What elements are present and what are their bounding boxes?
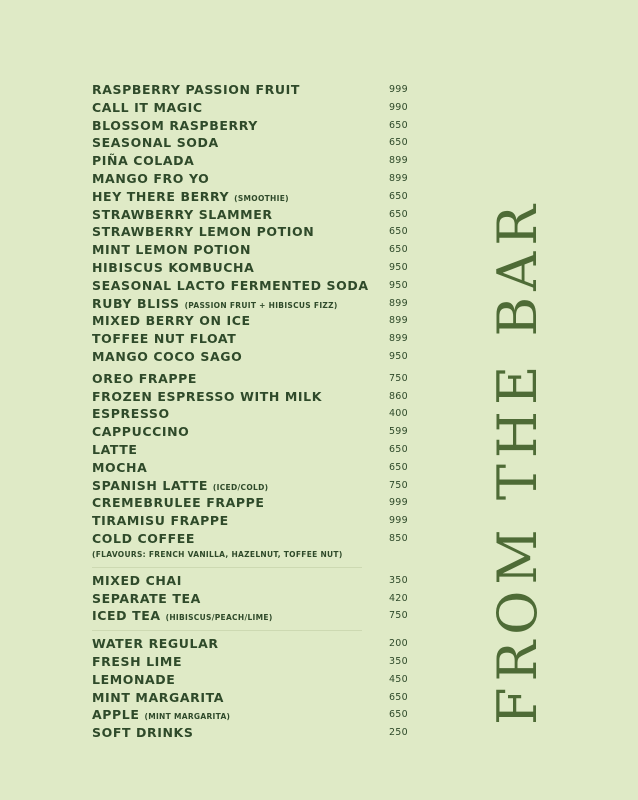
flavours-note: (FLAVOURS: FRENCH VANILLA, HAZELNUT, TOFFEE NUT) — [92, 549, 343, 559]
item-price: 899 — [388, 155, 408, 167]
menu-item — [92, 313, 412, 331]
item-name: ESPRESSO — [92, 406, 170, 422]
item-name: COLD COFFEE — [92, 530, 196, 546]
menu-item — [92, 100, 412, 118]
item-name: BLOSSOM RASPBERRY — [92, 117, 258, 133]
menu-item — [92, 389, 412, 407]
item-price: 899 — [388, 315, 408, 327]
item-name: RUBY BLISS — [92, 295, 180, 311]
section-divider — [92, 630, 362, 631]
item-price: 650 — [388, 244, 408, 256]
menu-section-coffee — [92, 371, 412, 563]
item-price: 950 — [388, 261, 408, 273]
menu-item — [92, 349, 412, 367]
item-name: SOFT DRINKS — [92, 725, 194, 741]
item-name: SEPARATE TEA — [92, 590, 201, 606]
item-name: SEASONAL LACTO FERMENTED SODA — [92, 277, 369, 293]
menu-item — [92, 331, 412, 349]
item-price: 650 — [388, 691, 408, 703]
item-name: WATER REGULAR — [92, 636, 219, 652]
item-name: TIRAMISU FRAPPE — [92, 513, 229, 529]
item-name: HIBISCUS KOMBUCHA — [92, 259, 255, 275]
item-name: MIXED BERRY ON ICE — [92, 313, 251, 329]
menu-section-soft — [92, 636, 412, 743]
item-price: 650 — [388, 443, 408, 455]
item-price: 999 — [388, 515, 408, 527]
menu-item — [92, 406, 412, 424]
menu-item — [92, 654, 412, 672]
menu-item — [92, 608, 412, 626]
item-name: MANGO COCO SAGO — [92, 348, 243, 364]
item-price: 650 — [388, 226, 408, 238]
item-name: MIXED CHAI — [92, 572, 182, 588]
item-note: (PASSION FRUIT + HIBISCUS FIZZ) — [184, 300, 338, 310]
item-price: 650 — [388, 208, 408, 220]
section-divider — [92, 567, 362, 568]
menu-item — [92, 135, 412, 153]
item-price: 420 — [388, 592, 408, 604]
menu-item — [92, 478, 412, 496]
menu-item — [92, 260, 412, 278]
item-name: MOCHA — [92, 459, 148, 475]
item-price: 950 — [388, 279, 408, 291]
item-price: 350 — [388, 574, 408, 586]
item-price: 650 — [388, 137, 408, 149]
item-price: 990 — [388, 101, 408, 113]
item-note: (MINT MARGARITA) — [144, 712, 231, 722]
item-name: CAPPUCCINO — [92, 424, 190, 440]
menu-item — [92, 707, 412, 725]
item-price: 400 — [388, 408, 408, 420]
item-price: 250 — [388, 727, 408, 739]
item-price: 350 — [388, 655, 408, 667]
item-name: RASPBERRY PASSION FRUIT — [92, 82, 301, 97]
item-price: 200 — [388, 638, 408, 650]
menu-item — [92, 725, 412, 743]
item-price: 950 — [388, 350, 408, 362]
item-price: 650 — [388, 461, 408, 473]
page-title: FROM THE BAR — [486, 199, 549, 725]
item-price: 450 — [388, 673, 408, 685]
item-note: (SMOOTHIE) — [234, 193, 289, 203]
item-name: ICED TEA — [92, 608, 161, 624]
item-name: STRAWBERRY SLAMMER — [92, 206, 273, 222]
item-name: SPANISH LATTE — [92, 477, 208, 493]
menu-item — [92, 278, 412, 296]
menu-item — [92, 224, 412, 242]
item-price: 860 — [388, 390, 408, 402]
menu-item — [92, 591, 412, 609]
item-price: 999 — [388, 84, 408, 95]
item-note: (ICED/COLD) — [212, 482, 269, 492]
menu-item — [92, 636, 412, 654]
item-price: 899 — [388, 297, 408, 309]
menu-item — [92, 189, 412, 207]
menu-item — [92, 460, 412, 478]
item-name: OREO FRAPPE — [92, 370, 198, 386]
menu-item — [92, 371, 412, 389]
menu-item — [92, 495, 412, 513]
menu-item — [92, 531, 412, 549]
item-price: 899 — [388, 333, 408, 345]
menu-item — [92, 171, 412, 189]
item-name: TOFFEE NUT FLOAT — [92, 331, 237, 347]
menu-item — [92, 690, 412, 708]
menu-item — [92, 207, 412, 225]
item-price: 999 — [388, 497, 408, 509]
item-name: HEY THERE BERRY — [92, 188, 230, 204]
item-name: CREMEBRULEE FRAPPE — [92, 495, 265, 511]
item-price: 599 — [388, 426, 408, 438]
item-price: 850 — [388, 532, 408, 544]
menu-item — [92, 118, 412, 136]
item-price: 750 — [388, 372, 408, 384]
menu-item — [92, 296, 412, 314]
menu-section-signature — [92, 82, 412, 367]
item-name: STRAWBERRY LEMON POTION — [92, 224, 315, 240]
item-name: MINT LEMON POTION — [92, 242, 252, 258]
menu-item — [92, 153, 412, 171]
item-name: FROZEN ESPRESSO WITH MILK — [92, 388, 323, 404]
item-name: MINT MARGARITA — [92, 689, 225, 705]
menu-item — [92, 442, 412, 460]
item-name: LEMONADE — [92, 671, 176, 687]
item-name: FRESH LIME — [92, 653, 183, 669]
menu-item — [92, 513, 412, 531]
menu-list — [92, 82, 412, 743]
menu-item — [92, 242, 412, 260]
item-price: 650 — [388, 709, 408, 721]
item-price: 750 — [388, 479, 408, 491]
item-price: 899 — [388, 172, 408, 184]
item-name: MANGO FRO YO — [92, 170, 210, 186]
menu-item — [92, 672, 412, 690]
item-name: CALL IT MAGIC — [92, 99, 203, 115]
menu-item — [92, 424, 412, 442]
item-price: 650 — [388, 119, 408, 131]
item-name: LATTE — [92, 441, 138, 457]
item-price: 750 — [388, 610, 408, 622]
menu-item — [92, 573, 412, 591]
item-name: PIÑA COLADA — [92, 153, 195, 169]
menu-section-tea — [92, 573, 412, 626]
item-note: (HIBISCUS/PEACH/LIME) — [165, 613, 273, 623]
menu-item — [92, 82, 412, 100]
item-name: APPLE — [92, 707, 140, 723]
item-name: SEASONAL SODA — [92, 135, 219, 151]
item-price: 650 — [388, 190, 408, 202]
